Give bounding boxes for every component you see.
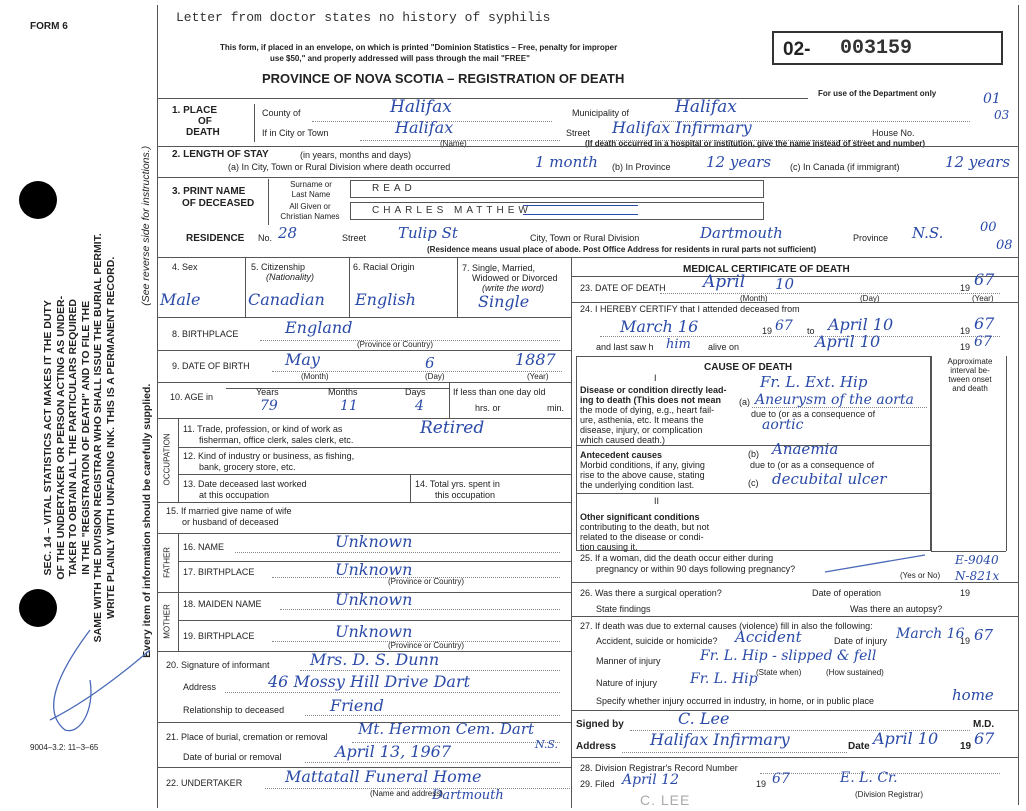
- date-of-birth-label: 9. DATE OF BIRTH: [172, 361, 250, 371]
- mother-maiden-line: [280, 609, 560, 610]
- form-title: PROVINCE OF NOVA SCOTIA – REGISTRATION OF DEATH: [262, 71, 625, 86]
- certificate-year-value: 67: [974, 729, 995, 748]
- section-divider: [157, 257, 1018, 258]
- print-name-label: 3. PRINT NAME OF DECEASED: [172, 186, 255, 209]
- cause-a-letter: (a): [739, 397, 750, 407]
- grid-line: [178, 474, 571, 475]
- racial-origin-value: English: [355, 290, 416, 309]
- column-divider: [571, 257, 572, 808]
- attended-from-value: March 16: [620, 317, 699, 336]
- cause-c-value: decubital ulcer: [772, 470, 887, 488]
- certificate-year-prefix: 19: [960, 741, 972, 752]
- department-code: 01: [983, 91, 1001, 107]
- cause-of-death-title: CAUSE OF DEATH: [704, 362, 793, 373]
- stay-province-value: 12 years: [706, 153, 772, 171]
- date-of-operation-label: Date of operation: [812, 588, 882, 598]
- injury-year: 67: [974, 626, 994, 644]
- injury-date-value: March 16: [896, 626, 965, 642]
- grid-line: [157, 317, 571, 318]
- stay-city-value: 1 month: [535, 153, 598, 171]
- birthplace-sublabel: (Province or Country): [357, 340, 434, 349]
- undertaker-value: Mattatall Funeral Home: [285, 767, 482, 786]
- attended-from-year-prefix: 19: [762, 326, 773, 336]
- side-reverse-note: (See reverse side for instructions.): [140, 145, 153, 306]
- father-name-label: 16. NAME: [183, 542, 225, 552]
- registration-prefix: 02-: [783, 39, 811, 60]
- burial-date-line: [305, 762, 560, 763]
- print-code: 9004–3.2: 11–3–65: [30, 743, 99, 752]
- mother-birthplace-sublabel: (Province or Country): [388, 641, 465, 650]
- residence-note: (Residence means usual place of abode. Post Office Address for residents in rural parts not sufficient): [427, 245, 817, 254]
- pregnancy-label: 25. If a woman, did the death occur either during pregnancy or within 90 days following pregnancy?: [580, 553, 796, 574]
- industry-label: 12. Kind of industry or business, as fishing, bank, grocery store, etc.: [183, 451, 355, 472]
- age-days-value: 4: [415, 398, 424, 414]
- mother-birthplace-label: 19. BIRTHPLACE: [183, 631, 255, 641]
- mother-maiden-label: 18. MAIDEN NAME: [183, 599, 262, 609]
- dob-year-value: 1887: [515, 350, 556, 369]
- certificate-date-value: April 10: [873, 729, 939, 748]
- residence-number-value: 28: [278, 224, 298, 242]
- death-month-value: April: [703, 272, 746, 292]
- mother-tab: MOTHER: [162, 604, 172, 639]
- residence-label: RESIDENCE: [186, 233, 245, 244]
- alive-on-label: alive on: [708, 342, 740, 352]
- grid-line: [178, 620, 571, 621]
- roman-one: I: [654, 373, 657, 383]
- accident-value: Accident: [735, 628, 802, 646]
- years-label: Years: [256, 387, 279, 397]
- day-sublabel: (Day): [425, 372, 445, 381]
- month-sublabel: (Month): [301, 372, 329, 381]
- father-birthplace-value: Unknown: [335, 560, 413, 579]
- division-registrar-sublabel: (Division Registrar): [855, 790, 924, 799]
- form-number: FORM 6: [30, 21, 68, 32]
- hospital-note: (If death occurred in a hospital or institution, give the name instead of street and number): [585, 139, 926, 148]
- grid-line: [178, 447, 571, 448]
- last-saw-pronoun: him: [666, 337, 691, 352]
- certify-label: 24. I HEREBY CERTIFY that I attended deceased from: [580, 304, 800, 314]
- birthplace-label: 8. BIRTHPLACE: [172, 329, 239, 339]
- certificate-date-label: Date: [848, 741, 870, 752]
- operation-label: 26. Was there a surgical operation?: [580, 588, 722, 598]
- form-right-border: [1018, 5, 1019, 805]
- grid-line: [457, 257, 458, 317]
- burial-place-label: 21. Place of burial, cremation or removal: [166, 732, 328, 742]
- attended-from-year: 67: [775, 318, 793, 334]
- date-of-death-line: [660, 293, 1000, 294]
- trade-label: 11. Trade, profession, or kind of work as fisherman, office clerk, sales clerk, etc.: [183, 424, 354, 445]
- stay-province-label: (b) In Province: [612, 162, 671, 172]
- grid-line: [571, 302, 1018, 303]
- alive-year-prefix: 19: [960, 342, 971, 352]
- residence-city-label: City, Town or Rural Division: [530, 233, 640, 243]
- death-day-sublabel: (Day): [860, 294, 880, 303]
- undertaker-city-value: Dartmouth: [432, 788, 504, 803]
- grid-line: [571, 582, 1018, 583]
- citizenship-sublabel: (Nationality): [266, 272, 315, 282]
- spouse-label: 15. If married give name of wife or husband of deceased: [166, 506, 292, 527]
- e-code-value: E-9040: [955, 553, 999, 567]
- manner-label: Manner of injury: [596, 656, 661, 666]
- residence-code: 08: [996, 238, 1013, 253]
- length-of-stay-unit: (in years, months and days): [300, 150, 412, 160]
- to-label: to: [807, 326, 815, 336]
- residence-code: 00: [980, 220, 997, 235]
- city-town-label: If in City or Town: [262, 128, 329, 138]
- address-label: Address: [576, 741, 617, 752]
- street-value: Halifax Infirmary: [612, 118, 752, 137]
- injury-date-label: Date of injury: [834, 636, 888, 646]
- filed-label: 29. Filed: [580, 779, 615, 789]
- relationship-value: Friend: [330, 696, 384, 715]
- signed-value: C. Lee: [678, 709, 730, 728]
- cause-b-letter: (b): [748, 449, 759, 459]
- informant-label: 20. Signature of informant: [166, 660, 270, 670]
- citizenship-value: Canadian: [248, 290, 325, 309]
- n-code-value: N-821x: [955, 569, 1000, 583]
- md-label: M.D.: [973, 719, 995, 730]
- municipality-value: Halifax: [675, 97, 737, 117]
- county-value: Halifax: [390, 97, 452, 117]
- residence-province-value: N.S.: [912, 224, 944, 242]
- stay-city-label: (a) In City, Town or Rural Division where death occurred: [228, 162, 451, 172]
- given-names-label: All Given or Christian Names: [280, 202, 340, 221]
- name-bracket: [268, 179, 269, 225]
- medical-certificate-title: MEDICAL CERTIFICATE OF DEATH: [683, 264, 850, 275]
- cause-section-line: [576, 445, 931, 446]
- grid-line: [571, 757, 1018, 758]
- specify-label: Specify whether injury occurred in industry, in home, or in public place: [596, 696, 874, 706]
- less-than-day-label: If less than one day old: [453, 387, 546, 397]
- state-when-sublabel: (State when): [756, 668, 802, 677]
- how-sustained-sublabel: (How sustained): [826, 668, 884, 677]
- record-number-label: 28. Division Registrar's Record Number: [580, 763, 738, 773]
- cause-a-line: [752, 407, 927, 408]
- informant-address-line: [225, 692, 560, 693]
- mother-maiden-value: Unknown: [335, 590, 413, 609]
- grid-line: [178, 418, 179, 502]
- attended-to-year: 67: [974, 314, 995, 333]
- age-months-value: 11: [340, 398, 358, 414]
- cause-section-line: [576, 493, 931, 494]
- informant-value: Mrs. D. S. Dunn: [310, 650, 440, 669]
- birthplace-value: England: [285, 318, 353, 337]
- informant-address-label: Address: [183, 682, 217, 692]
- side-instructions: SEC. 14 – VITAL STATISTICS ACT MAKES IT THE DUTY OF THE UNDERTAKER OR PERSON ACTING AS UNDER- TAKER TO OBTAIN ALL THE PARTICULARS REQUIRED IN THE "REGISTRATION OF DEATH" AND TO FILE THE SAME WITH THE DIVISION REGISTRAR WHO SHALL ISSUE THE BURIAL PERMIT. WRITE PLAINLY WITH UNFADING INK. THIS IS A PERMANENT RECORD.: [42, 233, 118, 643]
- months-label: Months: [328, 387, 358, 397]
- intro-text: use $50," and properly addressed will pass through the mail "FREE": [270, 54, 530, 63]
- filed-date-value: April 12: [622, 772, 679, 788]
- attended-to-year-prefix: 19: [960, 326, 971, 336]
- burial-place-value: Mt. Hermon Cem. Dart: [358, 720, 535, 738]
- last-saw-label: and last saw h: [596, 342, 654, 352]
- pregnancy-slash: [820, 552, 930, 576]
- surname-label: Surname or Last Name: [290, 180, 332, 199]
- residence-street-label: Street: [342, 233, 367, 243]
- death-year-prefix: 19: [960, 283, 971, 293]
- accident-label: Accident, suicide or homicide?: [596, 636, 718, 646]
- death-year-sublabel: (Year): [972, 294, 994, 303]
- sex-label: 4. Sex: [172, 262, 198, 272]
- year-sublabel: (Year): [527, 372, 549, 381]
- residence-number-label: No.: [258, 233, 273, 243]
- burial-province-value: N.S.: [535, 738, 559, 751]
- mother-birthplace-value: Unknown: [335, 622, 413, 641]
- specify-value: home: [952, 686, 994, 704]
- dob-month-value: May: [285, 350, 320, 369]
- stamp-value: C. LEE: [640, 792, 691, 808]
- sex-value: Male: [160, 290, 201, 309]
- filed-year-prefix: 19: [756, 779, 767, 789]
- department-use-label: For use of the Department only: [818, 89, 937, 98]
- approx-column-right: [1006, 356, 1007, 551]
- direct-cause-label: Disease or condition directly lead- ing to death (This does not mean the mode of dying, e.g., heart fail- ure, asthenia, etc. It means the disease, injury, or complication which caused death.): [580, 385, 727, 445]
- side-instruction-supply: Every item of information should be carefully supplied.: [141, 383, 154, 658]
- nature-value: Fr. L. Hip: [690, 671, 758, 687]
- father-tab: FATHER: [162, 546, 172, 578]
- grid-line: [349, 257, 350, 317]
- house-number-label: House No.: [872, 128, 915, 138]
- grid-line: [245, 257, 246, 317]
- intro-text: This form, if placed in an envelope, on which is printed "Dominion Statistics – Free, penalty for improper: [220, 43, 618, 52]
- burial-date-value: April 13, 1967: [335, 742, 452, 761]
- filed-year-value: 67: [772, 771, 790, 787]
- approx-column-line: [931, 356, 932, 551]
- citizenship-label: 5. Citizenship: [251, 262, 306, 272]
- external-causes-label: 27. If death was due to external causes (violence) fill in also the following:: [580, 621, 873, 631]
- approx-interval-label: Approximate interval be- tween onset and death: [947, 357, 993, 393]
- informant-address-value: 46 Mossy Hill Drive Dart: [268, 672, 471, 691]
- grid-line: [157, 382, 571, 383]
- typed-note: Letter from doctor states no history of syphilis: [176, 10, 551, 25]
- due-to-a-label: due to (or as a consequence of: [751, 409, 876, 419]
- manner-value: Fr. L. Hip - slipped & fell: [700, 648, 877, 664]
- section-1-bracket: [254, 104, 255, 142]
- section-divider: [157, 177, 1018, 178]
- name-sublabel: (Name): [440, 139, 467, 148]
- antecedent-label: Antecedent causes Morbid conditions, if any, giving rise to the above cause, stating the underlying condition last.: [580, 450, 705, 490]
- age-years-value: 79: [260, 398, 278, 414]
- residence-province-label: Province: [853, 233, 889, 243]
- operation-year-prefix: 19: [960, 588, 971, 598]
- date-of-death-label: 23. DATE OF DEATH: [580, 283, 666, 293]
- cause-c-letter: (c): [748, 478, 759, 488]
- dob-day-value: 6: [425, 354, 435, 372]
- strike-through: [523, 205, 638, 215]
- total-years-label: 14. Total yrs. spent in this occupation: [415, 479, 500, 500]
- relationship-label: Relationship to deceased: [183, 705, 285, 715]
- side-scribble: [20, 610, 160, 740]
- state-findings-label: State findings: [596, 604, 651, 614]
- injury-year-prefix: 19: [960, 636, 971, 646]
- death-year-value: 67: [974, 270, 995, 289]
- residence-street-value: Tulip St: [398, 224, 458, 242]
- signed-by-label: Signed by: [576, 719, 624, 730]
- surname-value: READ: [372, 183, 416, 194]
- informant-line: [300, 670, 560, 671]
- alive-year: 67: [974, 334, 992, 350]
- father-name-value: Unknown: [335, 532, 413, 551]
- registration-number: 003159: [840, 37, 913, 60]
- cause-a-value-2: Aneurysm of the aorta: [755, 392, 914, 408]
- marital-status-value: Single: [478, 292, 530, 311]
- autopsy-label: Was there an autopsy?: [850, 604, 943, 614]
- residence-city-value: Dartmouth: [700, 224, 783, 242]
- father-birthplace-label: 17. BIRTHPLACE: [183, 567, 255, 577]
- municipality-label: Municipality of: [572, 108, 630, 118]
- death-month-sublabel: (Month): [740, 294, 768, 303]
- cause-b-value: Anaemia: [772, 440, 839, 458]
- alive-on-value: April 10: [815, 332, 881, 351]
- length-of-stay-label: 2. LENGTH OF STAY: [172, 149, 269, 160]
- given-names-value: CHARLES MATTHEW: [372, 205, 532, 216]
- trade-value: Retired: [420, 418, 485, 438]
- death-day-value: 10: [775, 275, 795, 293]
- address-line: [622, 752, 847, 753]
- grid-line: [571, 616, 1018, 617]
- undertaker-label: 22. UNDERTAKER: [166, 778, 243, 788]
- father-birthplace-sublabel: (Province or Country): [388, 577, 465, 586]
- occupation-tab: OCCUPATION: [162, 433, 172, 486]
- cause-a-value: Fr. L. Ext. Hip: [760, 373, 868, 391]
- stay-canada-label: (c) In Canada (if immigrant): [790, 162, 900, 172]
- county-label: County of: [262, 108, 301, 118]
- address-value: Halifax Infirmary: [650, 730, 790, 749]
- approx-column-bottom: [931, 551, 1006, 552]
- grid-line: [449, 382, 450, 418]
- grid-line: [157, 502, 571, 503]
- grid-line: [571, 276, 1018, 277]
- min-label: min.: [547, 403, 565, 413]
- relationship-line: [305, 715, 560, 716]
- last-worked-label: 13. Date deceased last worked at this occupation: [183, 479, 307, 500]
- father-name-line: [235, 552, 560, 553]
- stay-canada-value: 12 years: [945, 153, 1011, 171]
- section-divider: [157, 146, 1018, 147]
- nature-label: Nature of injury: [596, 678, 658, 688]
- grid-line: [157, 418, 571, 419]
- yes-no-label: (Yes or No): [900, 571, 941, 580]
- city-value: Halifax: [395, 118, 454, 137]
- attended-line: [600, 336, 1000, 337]
- due-to-b-label: due to (or as a consequence of: [750, 460, 875, 470]
- name-address-sublabel: (Name and address): [370, 789, 443, 798]
- registrar-value: E. L. Cr.: [840, 770, 898, 786]
- department-code: 03: [994, 108, 1010, 122]
- street-label: Street: [566, 128, 591, 138]
- days-label: Days: [405, 387, 426, 397]
- marital-status-label: 7. Single, Married, Widowed or Divorced (write the word): [462, 263, 558, 293]
- age-label: 10. AGE in: [170, 392, 214, 402]
- roman-two: II: [654, 496, 660, 506]
- burial-date-label: Date of burial or removal: [183, 752, 282, 762]
- grid-line: [157, 350, 571, 351]
- hrs-label: hrs. or: [475, 403, 501, 413]
- attended-to-value: April 10: [828, 315, 894, 334]
- racial-origin-label: 6. Racial Origin: [353, 262, 415, 272]
- other-conditions-label: Other significant conditions contributing to the death, but not related to the disease or condi- tion causing it.: [580, 512, 710, 552]
- cause-a-value-3: aortic: [762, 417, 804, 433]
- section-1-label: 1. PLACE OF DEATH: [172, 105, 220, 138]
- grid-line: [410, 474, 411, 502]
- grid-line: [571, 710, 1018, 711]
